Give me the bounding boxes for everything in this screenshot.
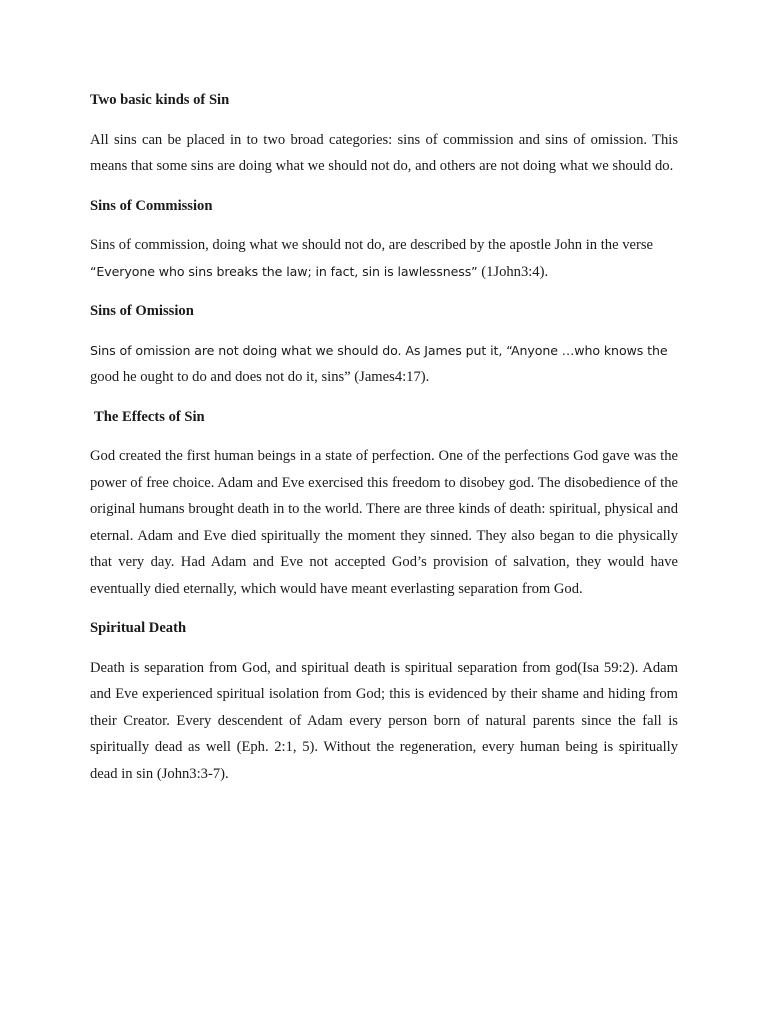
omission-quote: Sins of omission are not doing what we should do. As James put it, “Anyone …who knows the [90, 342, 668, 358]
paragraph-effects: God created the first human beings in a state of perfection. One of the perfections God gave was the power of free choice. Adam and Eve exercised this freedom to disobey god. The disobedience of the original humans brought death in to the world. There are three kinds of death: spiritual, physical and eternal. Adam and Eve died spiritually the moment they sinned. They also began to die physically that very day. Had Adam and Eve not accepted God’s provision of salvation, they would have eventually died eternally, which would have meant everlasting separation from God. [90, 448, 678, 597]
commission-text-end: (1John3:4). [477, 263, 549, 280]
heading-effects-of-sin: The Effects of Sin [94, 408, 205, 425]
commission-text-start: Sins of commission, doing what we should not do, are described by the apostle John in the verse [90, 237, 653, 253]
heading-spiritual-death: Spiritual Death [90, 620, 187, 636]
heading-sins-of-commission: Sins of Commission [90, 197, 213, 214]
heading-sins-of-omission: Sins of Omission [90, 303, 194, 319]
paragraph-basic-kinds: All sins can be placed in to two broad categories: sins of commission and sins of omission. This means that some sins are doing what we should not do, and others are not doing what we should do. [90, 131, 678, 174]
commission-quote: “Everyone who sins breaks the law; in fact, sin is lawlessness” [90, 263, 478, 279]
paragraph-commission [90, 232, 678, 285]
paragraph-omission [90, 338, 678, 391]
paragraph-spiritual-death: Death is separation from God, and spiritual death is spiritual separation from god(Isa 59:2). Adam and Eve experienced spiritual isolation from God; this is evidenced by their shame and hiding from their Creator. Every descendent of Adam every person born of natural parents since the fall is spiritually dead as well (Eph. 2:1, 5). Without the regeneration, every human being is spiritually dead in sin (John3:3-7). [90, 659, 678, 782]
document-body [90, 87, 678, 800]
heading-two-basic-kinds: Two basic kinds of Sin [90, 92, 230, 108]
omission-text-end: good he ought to do and does not do it, sins” (James4:17). [90, 369, 430, 385]
